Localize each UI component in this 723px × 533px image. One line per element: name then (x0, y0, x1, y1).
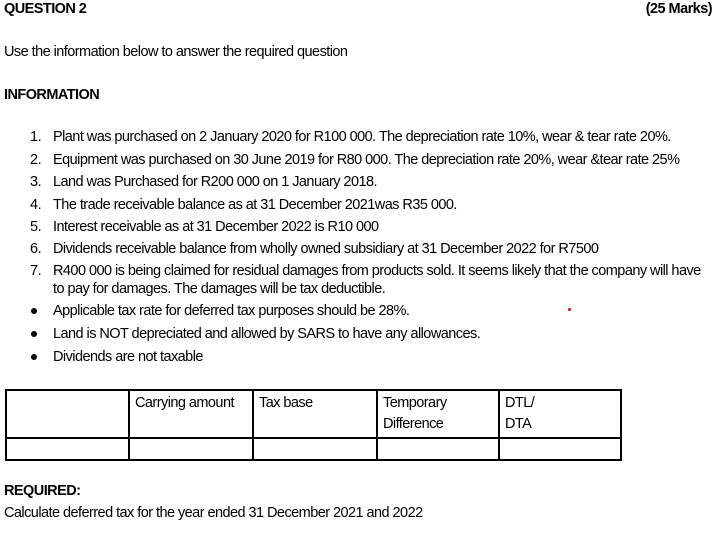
header-dtl-dta (499, 390, 621, 438)
bullet-icon (31, 354, 37, 360)
list-item-continuation: to pay for damages. The damages will be tax deductible. (53, 281, 386, 297)
instruction-text: Use the information below to answer the required question (4, 44, 348, 60)
header-line: DTA (505, 416, 532, 432)
header-cell-blank (6, 390, 129, 438)
list-item: The trade receivable balance as at 31 December 2021was R35 000. (53, 197, 457, 213)
required-heading: REQUIRED: (4, 483, 81, 499)
header-carrying-amount: Carrying amount (129, 390, 253, 438)
table-row (6, 438, 621, 460)
required-text: Calculate deferred tax for the year ended 31 December 2021 and 2022 (4, 505, 423, 521)
table-cell (253, 438, 377, 460)
table-cell (499, 438, 621, 460)
header-line: DTL/ (505, 395, 535, 411)
list-number: 4. (30, 197, 42, 213)
list-item: Plant was purchased on 2 January 2020 for R100 000. The depreciation rate 10%, wear & tear rate 20%. (53, 129, 671, 145)
marks-label: (25 Marks) (645, 1, 712, 17)
table-cell (6, 438, 129, 460)
table-header-row (6, 390, 621, 438)
bullet-item: Applicable tax rate for deferred tax purposes should be 28%. (53, 303, 410, 319)
header-temporary-difference (377, 390, 499, 438)
deferred-tax-table (5, 389, 622, 461)
information-heading: INFORMATION (4, 87, 100, 103)
list-number: 3. (30, 174, 42, 190)
bullet-item: Land is NOT depreciated and allowed by SARS to have any allowances. (53, 326, 481, 342)
list-item: Land was Purchased for R200 000 on 1 January 2018. (53, 174, 377, 190)
header-line: Difference (383, 416, 444, 432)
list-item: Interest receivable as at 31 December 2022 is R10 000 (53, 219, 379, 235)
list-number: 7. (30, 263, 42, 279)
list-item: R400 000 is being claimed for residual damages from products sold. It seems likely that the company will have (53, 263, 701, 279)
question-title: QUESTION 2 (4, 1, 87, 17)
header-tax-base: Tax base (253, 390, 377, 438)
bullet-icon (31, 331, 37, 337)
list-number: 6. (30, 241, 42, 257)
bullet-item: Dividends are not taxable (53, 349, 203, 365)
bullet-icon (31, 308, 37, 314)
table-cell (129, 438, 253, 460)
list-number: 5. (30, 219, 42, 235)
list-number: 2. (30, 152, 42, 168)
list-number: 1. (30, 129, 42, 145)
table-cell (377, 438, 499, 460)
list-item: Dividends receivable balance from wholly owned subsidiary at 31 December 2022 for R7500 (53, 241, 599, 257)
list-item: Equipment was purchased on 30 June 2019 for R80 000. The depreciation rate 20%, wear &tear rate 25% (53, 152, 680, 168)
header-line: Temporary (383, 395, 447, 411)
red-dot-mark (568, 308, 571, 311)
